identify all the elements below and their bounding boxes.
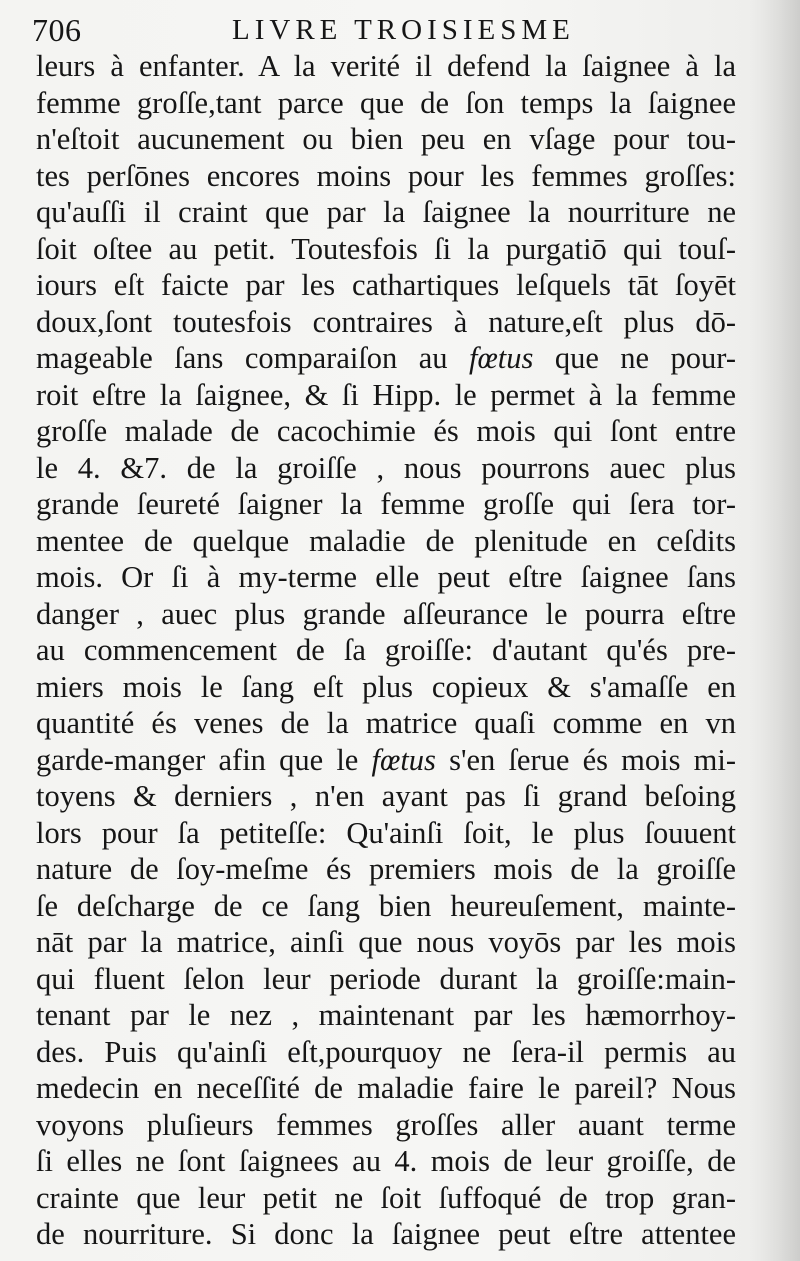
page-number: 706: [32, 12, 82, 48]
text-line: au commencement de ſa groiſſe: d'autant qu'és pre-: [36, 633, 736, 667]
text-line: crainte que leur petit ne ſoit ſuffoqué de trop gran-: [36, 1180, 736, 1215]
text-line: ſi elles ne ſont ſaignees au 4. mois de leur groiſſe, de: [36, 1144, 736, 1178]
text-line: leurs à enfanter. A la verité il defend la ſaignee à la: [36, 49, 736, 83]
text-line: garde-manger afin que le fœtus s'en ſerue és mois mi-: [36, 742, 736, 777]
text-line: ſoit oſtee au petit. Toutesfois ſi la purgatiō qui touſ-: [36, 231, 736, 266]
text-line: roit eſtre la ſaignee, & ſi Hipp. le permet à la femme: [36, 377, 736, 412]
page-edge-shadow: [748, 0, 800, 1261]
text-line: de nourriture. Si donc la ſaignee peut eſtre attentee: [36, 1217, 736, 1251]
italic-term: fœtus: [468, 341, 534, 375]
page-header: [32, 10, 740, 50]
text-line: tes perſōnes encores moins pour les femmes groſſes:: [36, 158, 736, 193]
text-line: nāt par la matrice, ainſi que nous voyōs par les mois: [36, 925, 736, 959]
body-text: [36, 48, 736, 1253]
text-line: danger , auec plus grande aſſeurance le pourra eſtre: [36, 596, 736, 631]
text-line: mois. Or ſi à my-terme elle peut eſtre ſaignee ſans: [36, 560, 736, 594]
text-line: voyons pluſieurs femmes groſſes aller auant terme: [36, 1107, 736, 1142]
text-line: doux,ſont toutesfois contraires à nature,eſt plus dō-: [36, 304, 736, 339]
text-line: des. Puis qu'ainſi eſt,pourquoy ne ſera-il permis au: [36, 1034, 736, 1069]
text-line: miers mois le ſang eſt plus copieux & s'amaſſe en: [36, 669, 736, 704]
text-line: femme groſſe,tant parce que de ſon temps la ſaignee: [36, 85, 736, 120]
running-head: LIVRE TROISIESME: [232, 14, 575, 46]
text-line: mageable ſans comparaiſon au fœtus que ne pour-: [36, 341, 736, 375]
text-line: iours eſt faicte par les cathartiques leſquels tāt ſoyēt: [36, 268, 736, 302]
text-line: toyens & derniers , n'en ayant pas ſi grand beſoing: [36, 779, 736, 813]
text-line: grande ſeureté ſaigner la femme groſſe qui ſera tor-: [36, 487, 736, 521]
text-line: medecin en neceſſité de maladie faire le pareil? Nous: [36, 1071, 736, 1105]
text-line: mentee de quelque maladie de plenitude en ceſdits: [36, 523, 736, 558]
text-line: groſſe malade de cacochimie és mois qui ſont entre: [36, 414, 736, 448]
text-line: nature de ſoy-meſme és premiers mois de la groiſſe: [36, 852, 736, 886]
text-line: tenant par le nez , maintenant par les hæmorrhoy-: [36, 998, 736, 1032]
text-line: ſe deſcharge de ce ſang bien heureuſement, mainte-: [36, 888, 736, 923]
text-line: quantité és venes de la matrice quaſi comme en vn: [36, 706, 736, 740]
text-line: lors pour ſa petiteſſe: Qu'ainſi ſoit, le plus ſouuent: [36, 815, 736, 850]
text-line: qui fluent ſelon leur periode durant la groiſſe:main-: [36, 961, 736, 996]
italic-term: fœtus: [371, 742, 436, 777]
text-line: le 4. &7. de la groiſſe , nous pourrons auec plus: [36, 450, 736, 485]
text-line: n'eſtoit aucunement ou bien peu en vſage pour tou-: [36, 122, 736, 156]
text-line: qu'auſſi il craint que par la ſaignee la nourriture ne: [36, 195, 736, 229]
